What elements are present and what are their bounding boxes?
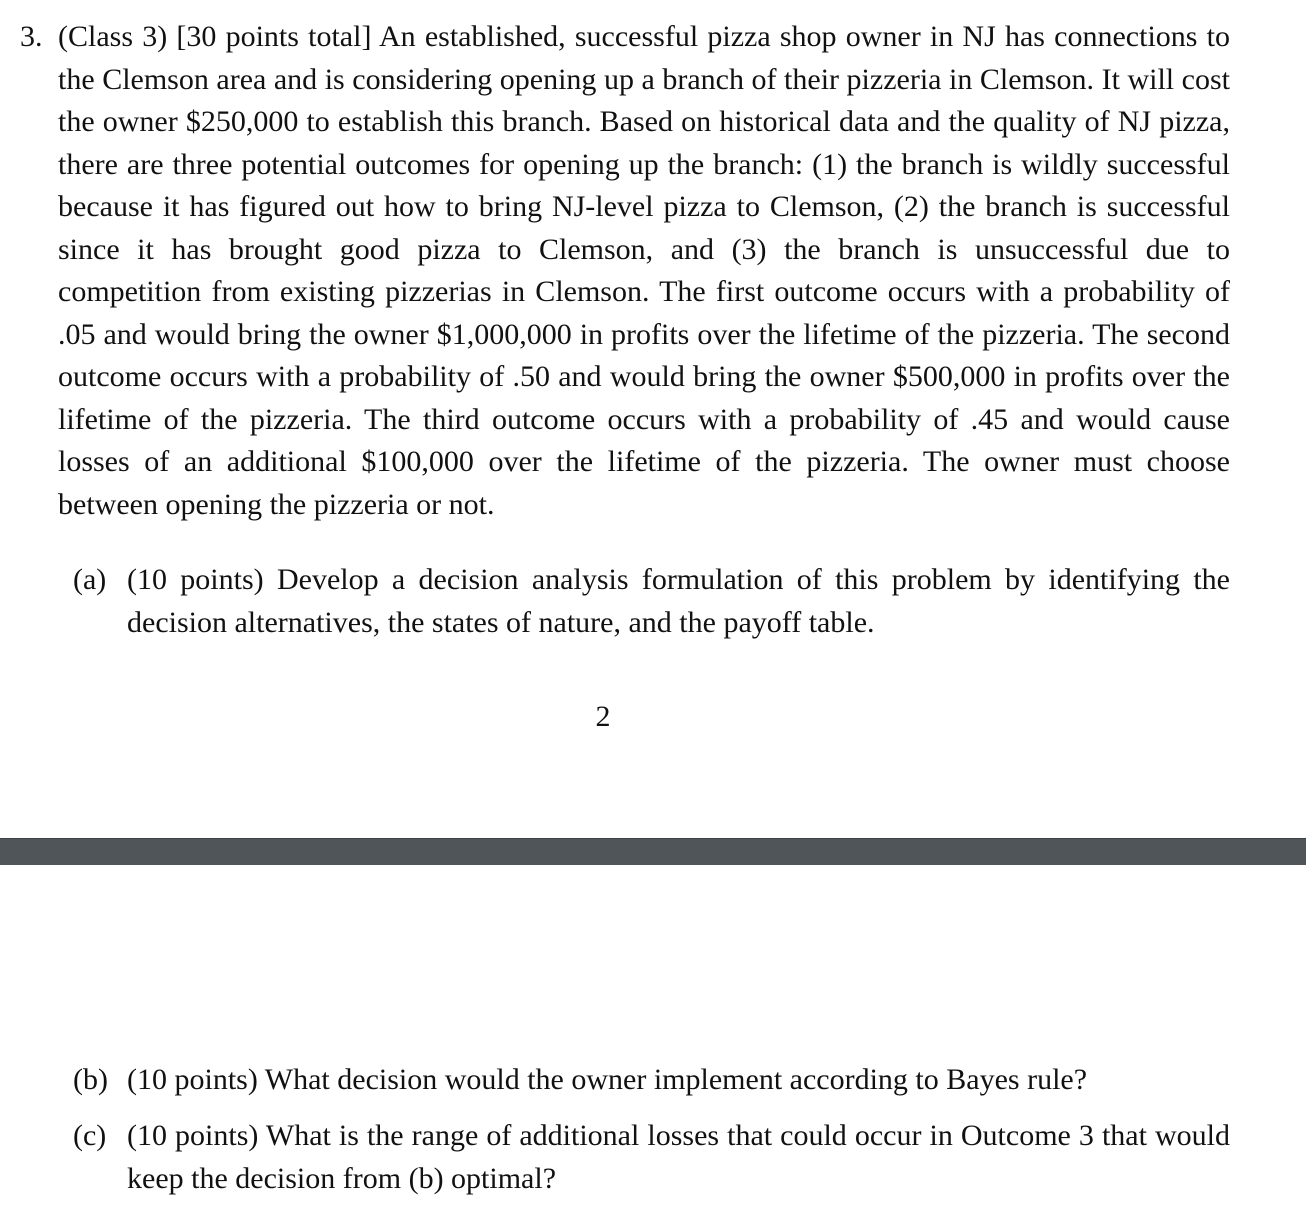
problem-statement: (Class 3) [30 points total] An established, successful pizza shop owner in NJ has connections to the Clemson area and is considering opening up a branch of their pizzeria in Clemson. It will cost the owner $250,000 to establish this branch. Based on historical data and the quality of NJ pizza, there are three potential outcomes for opening up the branch: (1) the branch is wildly successful because it has figured out how to bring NJ-level pizza to Clemson, (2) the branch is successful since it has brought good pizza to Clemson, and (3) the branch is unsuccessful due to competition from existing pizzerias in Clemson. The first outcome occurs with a probability of .05 and would bring the owner $1,000,000 in profits over the lifetime of the pizzeria. The second outcome occurs with a probability of .50 and would bring the owner $500,000 in profits over the lifetime of the pizzeria. The third outcome occurs with a probability of .45 and would cause losses of an additional $100,000 over the lifetime of the pizzeria. The owner must choose between opening the pizzeria or not. <box>58 20 1230 521</box>
part-a-label: (a) <box>73 563 107 596</box>
part-b <box>73 1059 1230 1102</box>
part-b-label: (b) <box>73 1063 108 1096</box>
part-c <box>73 1115 1230 1200</box>
part-c-text: (10 points) What is the range of additional losses that could occur in Outcome 3 that would keep the decision from (b) optimal? <box>127 1119 1230 1195</box>
part-a-text: (10 points) Develop a decision analysis formulation of this problem by identifying the decision alternatives, the states of nature, and the payoff table. <box>127 563 1230 639</box>
page-number: 2 <box>595 700 611 733</box>
part-c-label: (c) <box>73 1119 107 1152</box>
part-a <box>73 559 1230 644</box>
part-b-text: (10 points) What decision would the owner implement according to Bayes rule? <box>127 1063 1088 1096</box>
problem-number: 3. <box>20 20 43 53</box>
problem-3 <box>20 16 1230 526</box>
page-break-divider <box>0 838 1306 865</box>
